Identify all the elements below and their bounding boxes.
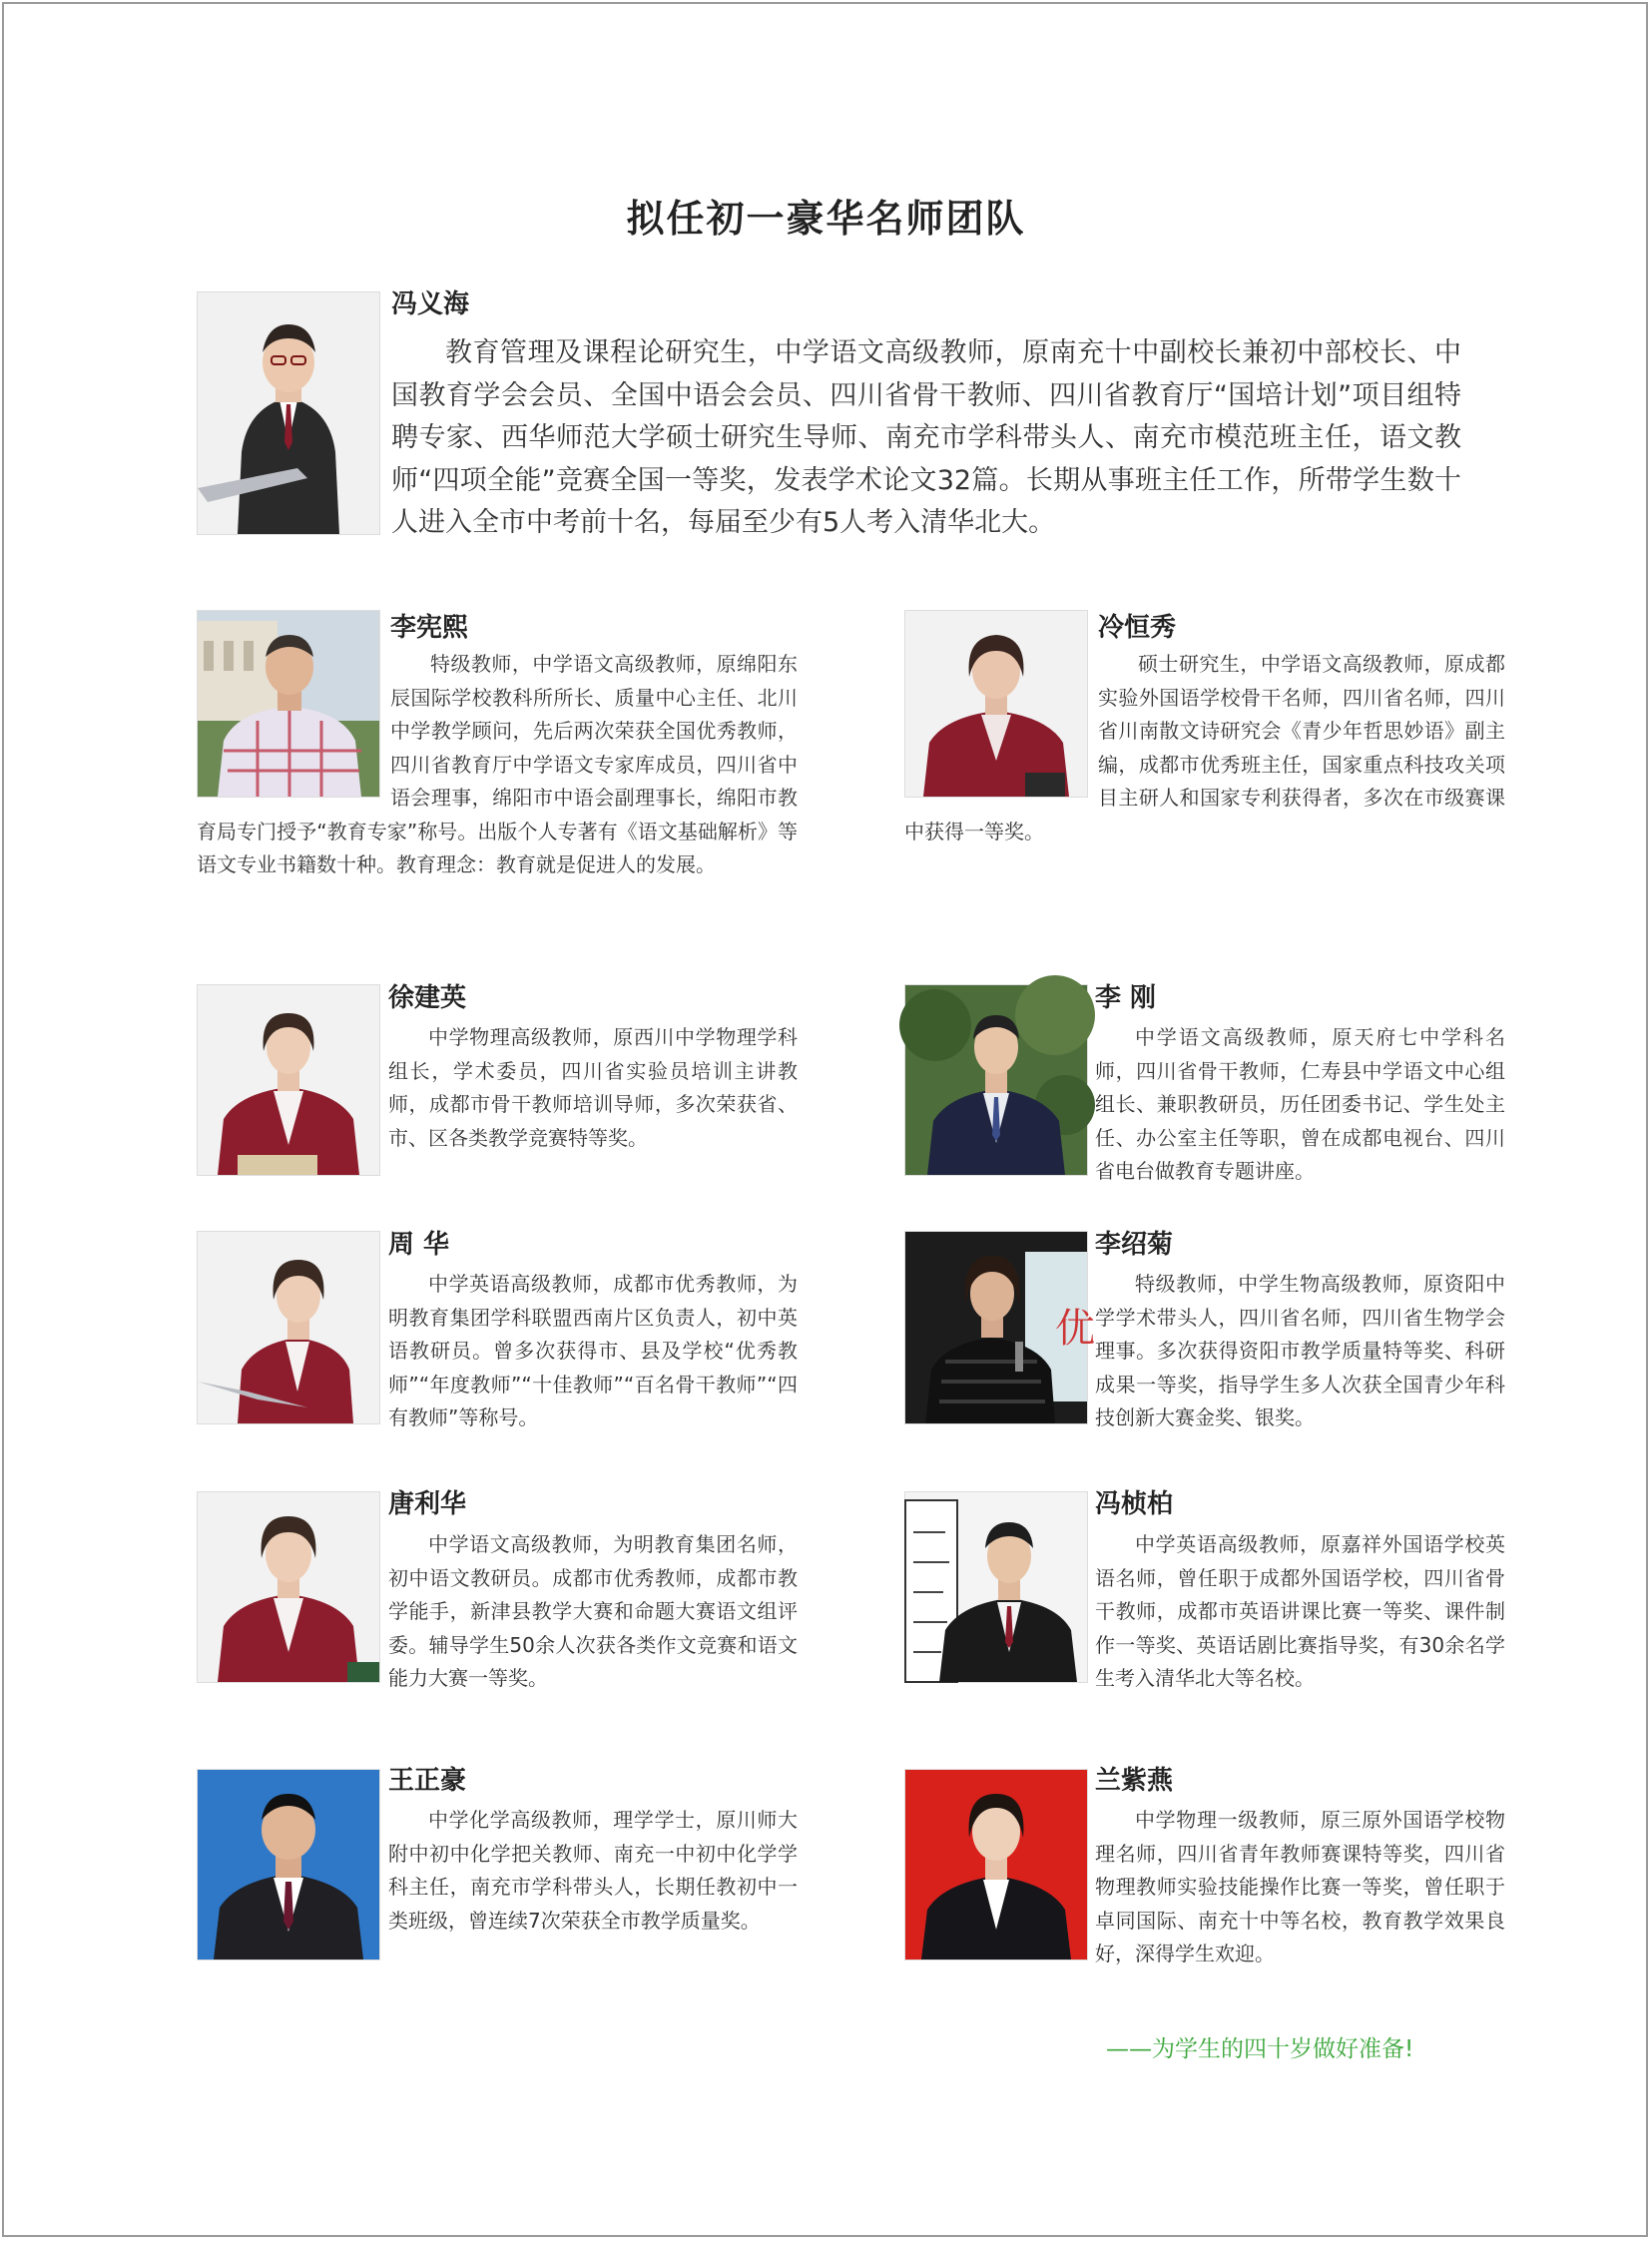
teacher-bio: 特级教师，中学语文高级教师，原绵阳东辰国际学校教科所所长、质量中心主任、北川中学教学顾问，先后两次荣获全国优秀教师，四川省教育厅中学语文专家库成员，四川省中语会理事，绵阳市中语会副理事长，绵阳市教育局专门授予“教育专家”称号。出版个人专著有《语文基础解析》等语文专业书籍数十种。教育理念：教育就是促进人的发展。 — [197, 652, 798, 876]
teacher-name: 兰紫燕 — [1095, 1766, 1174, 1796]
teacher-name: 冯桢柏 — [1095, 1489, 1174, 1519]
teacher-photo — [197, 610, 380, 798]
teacher-name: 李 刚 — [1095, 983, 1157, 1013]
teacher-bio: 中学英语高级教师，成都市优秀教师，为明教育集团学科联盟西南片区负责人，初中英语教研员。曾多次获得市、县及学校“优秀教师”“年度教师”“十佳教师”“百名骨干教师”“四有教师”等称号。 — [388, 1272, 798, 1429]
teacher-photo — [904, 1491, 1088, 1683]
teacher-name: 冷恒秀 — [1098, 613, 1177, 643]
teacher-name: 李绍菊 — [1095, 1230, 1174, 1260]
teacher-bio: 中学物理高级教师，原西川中学物理学科组长，学术委员，四川省实验员培训主讲教师，成都市骨干教师培训导师，多次荣获省、市、区各类教学竞赛特等奖。 — [388, 1025, 798, 1150]
teacher-bio-block — [388, 1021, 798, 1155]
teacher-name: 唐利华 — [388, 1489, 467, 1519]
teacher-name: 王正豪 — [388, 1766, 467, 1796]
teacher-bio-lead — [391, 332, 1461, 545]
teacher-bio-block — [1095, 1528, 1505, 1696]
teacher-photo — [197, 1231, 380, 1424]
teacher-bio-block — [1095, 1021, 1505, 1189]
teacher-photo — [197, 1491, 380, 1683]
teacher-bio-block — [388, 1528, 798, 1696]
teacher-bio: 特级教师，中学生物高级教师，原资阳中学学术带头人，四川省名师，四川省生物学会理事。多次获得资阳市教学质量特等奖、科研成果一等奖，指导学生多人次获全国青少年科技创新大赛金奖、银奖。 — [1095, 1272, 1505, 1429]
teacher-block-2 — [904, 610, 1505, 848]
teacher-photo — [197, 984, 380, 1176]
teacher-bio-block — [388, 1804, 798, 1938]
teacher-bio: 中学物理一级教师，原三原外国语学校物理名师，四川省青年教师赛课特等奖，四川省物理教师实验技能操作比赛一等奖，曾任职于卓同国际、南充十中等名校，教育教学效果良好，深得学生欢迎。 — [1095, 1808, 1505, 1965]
teacher-block-1 — [197, 610, 798, 882]
svg-text:优: 优 — [1055, 1306, 1095, 1352]
teacher-photo — [904, 1231, 1095, 1424]
teacher-bio-block — [1095, 1804, 1505, 1971]
teacher-name: 李宪熙 — [390, 613, 469, 643]
teacher-photo-lead — [197, 291, 380, 535]
teacher-bio: 硕士研究生，中学语文高级教师，原成都实验外国语学校骨干名师，四川省名师，四川省川南散文诗研究会《青少年哲思妙语》副主编，成都市优秀班主任，国家重点科技攻关项目主研人和国家专利获得者，多次在市级赛课中获得一等奖。 — [904, 652, 1505, 843]
teacher-bio: 中学语文高级教师，为明教育集团名师，初中语文教研员。成都市优秀教师，成都市教学能手，新津县教学大赛和命题大赛语文组评委。辅导学生50余人次获各类作文竞赛和语文能力大赛一等奖。 — [388, 1532, 798, 1690]
teacher-bio: 中学化学高级教师，理学学士，原川师大附中初中化学把关教师、南充一中初中化学学科主任，南充市学科带头人，长期任教初中一类班级，曾连续7次荣获全市教学质量奖。 — [388, 1808, 798, 1933]
teacher-photo — [904, 984, 1088, 1176]
teacher-bio-block — [1095, 1268, 1505, 1435]
teacher-name: 周 华 — [388, 1230, 450, 1260]
slogan: ——为学生的四十岁做好准备! — [1106, 2036, 1414, 2062]
teacher-bio: 中学英语高级教师，原嘉祥外国语学校英语名师，曾任职于成都外国语学校，四川省骨干教师，成都市英语讲课比赛一等奖、课件制作一等奖、英语话剧比赛指导奖，有30余名学生考入清华北大等名校。 — [1095, 1532, 1505, 1690]
teacher-photo — [197, 1769, 380, 1961]
teacher-bio: 中学语文高级教师，原天府七中学科名师，四川省骨干教师，仁寿县中学语文中心组组长、兼职教研员，历任团委书记、学生处主任、办公室主任等职，曾在成都电视台、四川省电台做教育专题讲座。 — [1095, 1025, 1505, 1183]
teacher-name-lead: 冯义海 — [391, 289, 470, 319]
teacher-bio-text: 教育管理及课程论研究生，中学语文高级教师，原南充十中副校长兼初中部校长、中国教育学会会员、全国中语会会员、四川省骨干教师、四川省教育厅“国培计划”项目组特聘专家、西华师范大学硕士研究生导师、南充市学科带头人、南充市模范班主任，语文教师“四项全能”竞赛全国一等奖，发表学术论文32篇。长期从事班主任工作，所带学生数十人进入全市中考前十名，每届至少有5人考入清华北大。 — [391, 337, 1461, 538]
page-title: 拟任初一豪华名师团队 — [626, 197, 1026, 241]
teacher-photo — [904, 610, 1088, 798]
teacher-photo — [904, 1769, 1088, 1961]
teacher-name: 徐建英 — [388, 983, 467, 1013]
teacher-bio-block — [388, 1268, 798, 1435]
